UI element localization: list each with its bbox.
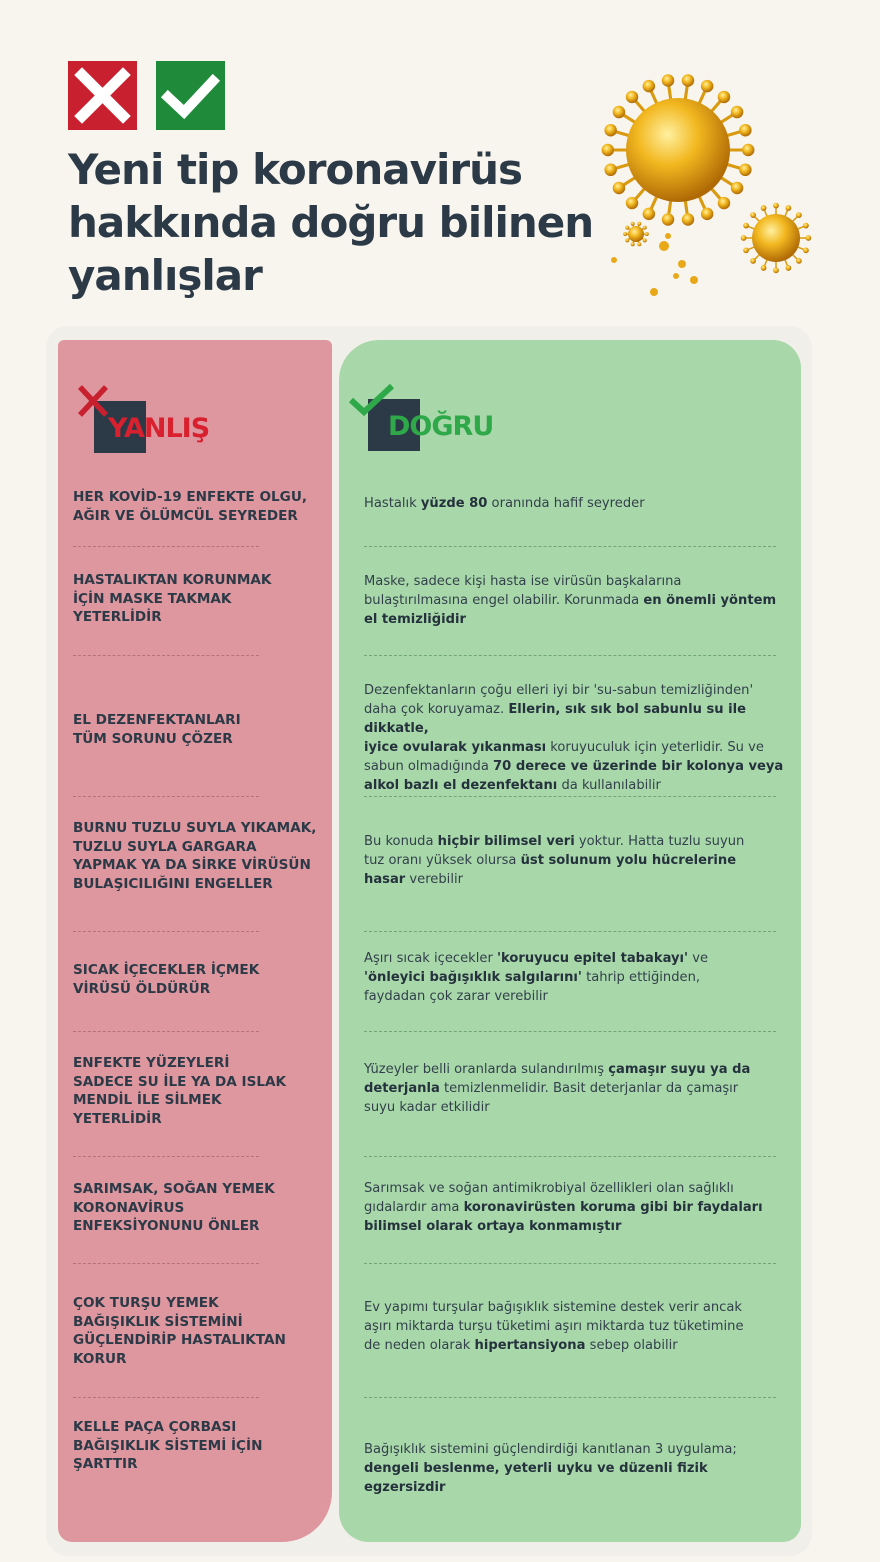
fact-emphasis: çamaşır suyu ya da	[608, 1062, 751, 1077]
myth-line: ÇOK TURŞU YEMEK	[73, 1295, 219, 1311]
virus-spike-tip	[604, 124, 616, 136]
virus-spike-tip	[604, 164, 616, 176]
row-divider	[73, 546, 259, 547]
myth-text	[73, 1418, 323, 1474]
virus-spike-tip	[613, 106, 625, 118]
virus-body	[628, 226, 644, 242]
fact-emphasis: 70 derece ve üzerinde bir kolonya veya	[493, 759, 784, 774]
myth-line: KORONAVİRUS	[73, 1199, 185, 1216]
fact-line	[364, 870, 784, 889]
fact-line	[364, 591, 784, 610]
row-divider	[364, 796, 776, 797]
virus-particle	[690, 276, 698, 284]
fact-line	[364, 949, 784, 968]
fact-segment: Aşırı sıcak içecekler	[364, 951, 497, 966]
fact-segment: da kullanılabilir	[557, 778, 661, 793]
virus-spike-tip	[662, 74, 674, 86]
virus-particle	[659, 241, 669, 251]
row-divider	[364, 655, 776, 656]
myth-line: YETERLİDİR	[73, 1110, 162, 1127]
virus-spike-tip	[742, 144, 754, 156]
virus-spike-tip	[625, 226, 629, 230]
wrong-header	[76, 385, 256, 455]
virus-spike-tip	[739, 164, 751, 176]
virus-particle	[650, 288, 658, 296]
virus-spike-tip	[803, 223, 809, 229]
fact-text	[364, 1440, 784, 1497]
title-line: yanlışlar	[68, 251, 262, 300]
fact-line	[364, 757, 784, 776]
virus-spike-tip	[613, 182, 625, 194]
fact-line	[364, 1060, 784, 1079]
virus-spike-tip	[682, 213, 694, 225]
virus-spike-tip	[796, 258, 802, 264]
virus-spike-tip	[645, 232, 649, 236]
fact-line	[364, 987, 784, 1006]
fact-segment: ve	[688, 951, 709, 966]
fact-segment: faydadan çok zarar verebilir	[364, 989, 548, 1004]
myth-line: SICAK İÇECEKLER İÇMEK	[73, 962, 260, 978]
myth-line: İÇİN MASKE TAKMAK	[73, 590, 232, 607]
myth-line: ENFEKSİYONUNU ÖNLER	[73, 1218, 260, 1234]
virus-particle	[673, 273, 679, 279]
fact-line	[364, 1079, 784, 1098]
fact-segment: Bu konuda	[364, 834, 438, 849]
myth-text	[73, 571, 323, 627]
virus-spike-tip	[803, 248, 809, 254]
fact-emphasis: koronavirüsten koruma gibi bir faydaları	[463, 1200, 763, 1215]
myth-line: VİRÜSÜ ÖLDÜRÜR	[73, 980, 211, 997]
fact-line	[364, 738, 784, 757]
fact-line	[364, 1198, 784, 1217]
right-column	[339, 340, 801, 1542]
myth-line: YAPMAK YA DA SİRKE VİRÜSÜN	[73, 857, 311, 873]
fact-emphasis: 'önleyici bağışıklık salgılarını'	[364, 970, 582, 985]
fact-text	[364, 1060, 784, 1117]
wrong-label: YANLIŞ	[108, 413, 210, 444]
fact-emphasis: üst solunum yolu hücrelerine	[520, 853, 737, 868]
fact-emphasis: dengeli beslenme, yeterli uyku ve düzenli fizik egzersizdir	[364, 1461, 708, 1495]
myth-line: BURNU TUZLU SUYLA YIKAMAK,	[73, 820, 317, 836]
row-divider	[73, 1263, 259, 1264]
virus-spike-tip	[739, 124, 751, 136]
fact-segment: sabun olmadığında	[364, 759, 494, 774]
fact-emphasis: alkol bazlı el dezenfektanı	[364, 778, 558, 793]
fact-emphasis: el temizliğidir	[364, 612, 466, 627]
fact-segment: Hastalık	[364, 496, 421, 511]
virus-spike-tip	[637, 222, 641, 226]
virus-spike-tip	[623, 232, 627, 236]
fact-line	[364, 610, 784, 629]
fact-line	[364, 681, 784, 700]
title-line: Yeni tip koronavirüs	[68, 145, 522, 194]
virus-spike-tip	[796, 212, 802, 218]
myth-line: AĞIR VE ÖLÜMCÜL SEYREDER	[73, 507, 298, 524]
fact-line	[364, 851, 784, 870]
myth-line: SADECE SU İLE YA DA ISLAK	[73, 1073, 287, 1090]
fact-segment: sebep olabilir	[585, 1338, 678, 1353]
fact-emphasis: hipertansiyona	[474, 1338, 586, 1353]
myth-line: KELLE PAÇA ÇORBASI	[73, 1419, 237, 1435]
fact-text	[364, 494, 784, 513]
row-divider	[364, 1397, 776, 1398]
x-icon	[68, 61, 137, 130]
myth-line: TÜM SORUNU ÇÖZER	[73, 730, 233, 747]
fact-segment: Ev yapımı turşular bağışıklık sistemine destek verir ancak	[364, 1300, 742, 1315]
fact-text	[364, 681, 784, 795]
myth-line: MENDİL İLE SİLMEK	[73, 1092, 222, 1108]
fact-emphasis: yüzde 80	[420, 496, 488, 511]
virus-spike-tip	[806, 235, 812, 241]
fact-line	[364, 1098, 784, 1117]
fact-line	[364, 1336, 784, 1355]
fact-emphasis: hiçbir bilimsel veri	[437, 834, 575, 849]
fact-segment: Dezenfektanların çoğu elleri iyi bir 'su-sabun temizliğinden'	[364, 683, 754, 698]
myth-line: BAĞIŞIKLIK SİSTEMİ İÇİN	[73, 1437, 263, 1454]
fact-line	[364, 572, 784, 591]
myth-text	[73, 488, 323, 525]
virus-particle	[678, 260, 686, 268]
row-divider	[73, 931, 259, 932]
virus-particle	[611, 257, 617, 263]
myth-line: HER KOVİD-19 ENFEKTE OLGU,	[73, 489, 308, 505]
row-divider	[364, 1263, 776, 1264]
fact-text	[364, 1298, 784, 1355]
virus-spike-tip	[701, 208, 713, 220]
fact-segment: aşırı miktarda turşu tüketimi aşırı miktarda tuz tüketimine	[364, 1319, 744, 1334]
fact-segment: Bağışıklık sistemini güçlendirdiği kanıtlanan 3 uygulama;	[364, 1442, 737, 1457]
virus-spike-tip	[602, 144, 614, 156]
myth-text	[73, 1054, 323, 1128]
virus-spike-tip	[750, 258, 756, 264]
fact-line	[364, 776, 784, 795]
row-divider	[73, 1397, 259, 1398]
myth-text	[73, 711, 323, 748]
fact-text	[364, 832, 784, 889]
fact-segment: tahrip ettiğinden,	[581, 970, 701, 985]
virus-spike-tip	[643, 226, 647, 230]
myth-text	[73, 961, 323, 998]
fact-emphasis: Ellerin, sık sık bol sabunlu su ile dikkatle,	[364, 702, 747, 736]
fact-emphasis: hasar	[364, 872, 406, 887]
virus-spike-tip	[761, 265, 767, 271]
virus-spike-tip	[773, 203, 779, 209]
fact-segment: Maske, sadece kişi hasta ise virüsün başkalarına	[364, 574, 682, 589]
fact-segment: verebilir	[405, 872, 463, 887]
fact-emphasis: 'koruyucu epitel tabakayı'	[497, 951, 689, 966]
myth-text	[73, 1294, 323, 1368]
myth-line: TUZLU SUYLA GARGARA	[73, 838, 257, 855]
myth-text	[73, 819, 323, 893]
virus-particle	[665, 233, 671, 239]
virus-spike-tip	[682, 74, 694, 86]
fact-line	[364, 1459, 784, 1497]
row-divider	[73, 1156, 259, 1157]
fact-text	[364, 1179, 784, 1236]
fact-segment: de neden olarak	[364, 1338, 475, 1353]
virus-spike-tip	[743, 223, 749, 229]
page-title	[68, 143, 608, 302]
fact-text	[364, 949, 784, 1006]
virus-spike-tip	[626, 197, 638, 209]
virus-body	[752, 214, 800, 262]
virus-spike-tip	[625, 238, 629, 242]
fact-line	[364, 494, 784, 513]
myth-line: ŞARTTIR	[73, 1456, 138, 1472]
row-divider	[364, 1031, 776, 1032]
virus-spike-tip	[643, 238, 647, 242]
fact-line	[364, 700, 784, 738]
row-divider	[364, 931, 776, 932]
virus-spike-tip	[662, 213, 674, 225]
row-divider	[73, 1031, 259, 1032]
virus-spike-tip	[731, 182, 743, 194]
fact-line	[364, 1298, 784, 1317]
fact-line	[364, 1217, 784, 1236]
virus-body	[626, 98, 730, 202]
virus-spike-tip	[701, 80, 713, 92]
virus-spike-tip	[718, 197, 730, 209]
virus-spike-tip	[631, 222, 635, 226]
right-header	[348, 382, 528, 454]
fact-segment: koruyuculuk için yeterlidir. Su ve	[546, 740, 764, 755]
fact-segment: gıdalardır ama	[364, 1200, 464, 1215]
myth-line: YETERLİDİR	[73, 609, 162, 625]
fact-segment: suyu kadar etkilidir	[364, 1100, 490, 1115]
fact-line	[364, 1317, 784, 1336]
header-icons	[68, 61, 225, 130]
row-divider	[364, 546, 776, 547]
fact-segment: oranında hafif seyreder	[487, 496, 645, 511]
fact-segment: temizlenmelidir. Basit deterjanlar da çamaşır	[439, 1081, 739, 1096]
myth-line: BAĞIŞIKLIK SİSTEMİNİ	[73, 1313, 243, 1330]
fact-segment: bulaştırılmasına engel olabilir. Korunmada	[364, 593, 644, 608]
row-divider	[364, 1156, 776, 1157]
virus-spike-tip	[750, 212, 756, 218]
virus-spike-tip	[718, 91, 730, 103]
fact-segment: yoktur. Hatta tuzlu suyun	[574, 834, 745, 849]
virus-spike-tip	[786, 265, 792, 271]
check-icon	[156, 61, 225, 130]
virus-spike-tip	[626, 91, 638, 103]
myth-line: KORUR	[73, 1350, 127, 1367]
right-label: DOĞRU	[388, 411, 494, 442]
fact-text	[364, 572, 784, 629]
virus-spike-tip	[761, 205, 767, 211]
fact-line	[364, 832, 784, 851]
fact-line	[364, 968, 784, 987]
fact-line	[364, 1440, 784, 1459]
virus-spike-tip	[786, 205, 792, 211]
row-divider	[73, 796, 259, 797]
myth-line: HASTALIKTAN KORUNMAK	[73, 572, 272, 588]
virus-spike-tip	[637, 242, 641, 246]
virus-spike-tip	[741, 235, 747, 241]
myth-line: SARIMSAK, SOĞAN YEMEK	[73, 1181, 275, 1197]
myth-line: BULAŞICILIĞINI ENGELLER	[73, 875, 273, 892]
virus-spike-tip	[731, 106, 743, 118]
myth-line: EL DEZENFEKTANLARI	[73, 712, 241, 728]
title-line: hakkında doğru bilinen	[68, 198, 594, 247]
row-divider	[73, 655, 259, 656]
virus-spike-tip	[643, 80, 655, 92]
virus-spike-tip	[631, 242, 635, 246]
myth-text	[73, 1180, 323, 1236]
fact-emphasis: bilimsel olarak ortaya konmamıştır	[364, 1219, 622, 1234]
fact-emphasis: deterjanla	[364, 1081, 440, 1096]
fact-line	[364, 1179, 784, 1198]
fact-segment: daha çok koruyamaz.	[364, 702, 509, 717]
fact-emphasis: iyice ovularak yıkanması	[364, 740, 547, 755]
fact-segment: tuz oranı yüksek olursa	[364, 853, 521, 868]
fact-segment: Sarımsak ve soğan antimikrobiyal özellikleri olan sağlıklı	[364, 1181, 734, 1196]
virus-spike-tip	[773, 268, 779, 274]
virus-spike-tip	[743, 248, 749, 254]
myth-line: GÜÇLENDİRİP HASTALIKTAN	[73, 1332, 286, 1348]
myth-line: ENFEKTE YÜZEYLERİ	[73, 1055, 230, 1071]
virus-spike-tip	[643, 208, 655, 220]
fact-segment: Yüzeyler belli oranlarda sulandırılmış	[364, 1062, 609, 1077]
fact-emphasis: en önemli yöntem	[643, 593, 777, 608]
virus-illustration	[598, 68, 828, 308]
